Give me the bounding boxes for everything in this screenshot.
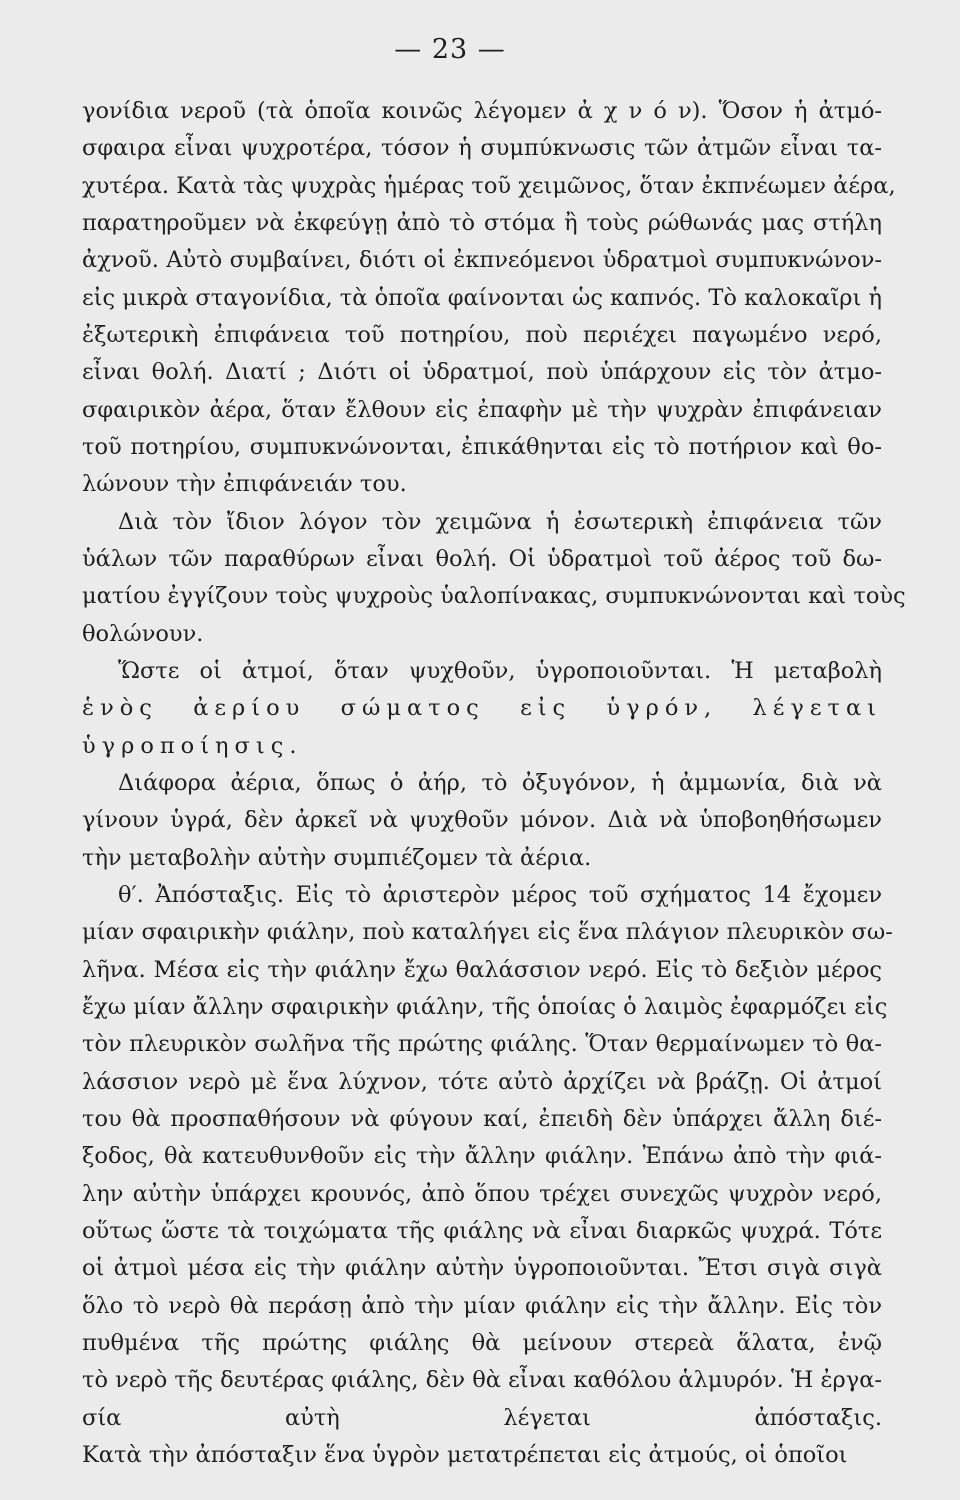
text-line: ἀχνοῦ. Αὐτὸ συμβαίνει, διότι οἱ ἐκπνεόμενοι ὑδρατμοὶ συμπυκνώνον- <box>82 247 882 274</box>
text-line: λην αὐτὴν ὑπάρχει κρουνός, ἀπὸ ὅπου τρέχει συνεχῶς ψυχρὸν νερό, <box>82 1180 882 1207</box>
text-line: χυτέρα. Κατὰ τὰς ψυχρὰς ἡμέρας τοῦ χειμῶνος, ὅταν ἐκπνέωμεν ἀέρα, <box>82 172 896 199</box>
text-line: λῆνα. Μέσα εἰς τὴν φιάλην ἔχω θαλάσσιον νερό. Εἰς τὸ δεξιὸν μέρος <box>82 956 882 983</box>
text-line: θολώνουν. <box>82 620 204 647</box>
text-line: ἔχω μίαν ἄλλην σφαιρικὴν φιάλην, τῆς ὁποίας ὁ λαιμὸς ἐφαρμόζει εἰς <box>82 994 888 1020</box>
text-line: τὸν πλευρικὸν σωλῆνα τῆς πρώτης φιάλης. Ὅταν θερμαίνωμεν τὸ θα- <box>82 1031 882 1058</box>
text-line: του θὰ προσπαθήσουν νὰ φύγουν καί, ἐπειδὴ δὲν ὑπάρχει ἄλλη διέ- <box>82 1106 882 1132</box>
section-heading-line: θ′. Ἀπόσταξις. Εἰς τὸ ἀριστερὸν μέρος τοῦ σχήματος 14 ἔχομεν <box>118 882 882 908</box>
text-line: παρατηροῦμεν νὰ ἐκφεύγῃ ἀπὸ τὸ στόμα ἢ τοὺς ρώθωνάς μας στήλη <box>82 210 882 236</box>
text-line: εἶναι θολή. Διατί ; Διότι οἱ ὑδρατμοί, ποὺ ὑπάρχουν εἰς τὸν ἀτμο- <box>82 359 882 386</box>
text-line: τοῦ ποτηρίου, συμπυκνώνονται, ἐπικάθηνται εἰς τὸ ποτήριον καὶ θο- <box>82 434 882 460</box>
text-line: μίαν σφαιρικὴν φιάλην, ποὺ καταλήγει εἰς ἕνα πλάγιον πλευρικὸν σω- <box>82 919 893 946</box>
text-line: Διὰ τὸν ἴδιον λόγον τὸν χειμῶνα ἡ ἐσωτερικὴ ἐπιφάνεια τῶν <box>118 508 882 535</box>
text-line: Ὥστε οἱ ἀτμοί, ὅταν ψυχθοῦν, ὑγροποιοῦνται. Ἡ μεταβολὴ <box>118 658 882 684</box>
text-line: ματίου ἐγγίζουν τοὺς ψυχροὺς ὑαλοπίνακας, συμπυκνώνονται καὶ τοὺς <box>82 583 906 610</box>
text-line: σφαιρα εἶναι ψυχροτέρα, τόσον ἡ συμπύκνωσις τῶν ἀτμῶν εἶναι τα- <box>82 135 882 162</box>
text-line: τὴν μεταβολὴν αὐτὴν συμπιέζομεν τὰ ἀέρια. <box>82 844 592 871</box>
text-line: ξοδος, θὰ κατευθυνθοῦν εἰς τὴν ἄλλην φιάλην. Ἐπάνω ἀπὸ τὴν φιά- <box>82 1143 882 1170</box>
text-line: ὑάλων τῶν παραθύρων εἶναι θολή. Οἱ ὑδρατμοὶ τοῦ ἀέρος τοῦ δω- <box>82 546 882 572</box>
text-line: ἐξωτερικὴ ἐπιφάνεια τοῦ ποτηρίου, ποὺ περιέχει παγωμένο νερό, <box>82 322 882 348</box>
text-line: σφαιρικὸν ἀέρα, ὅταν ἔλθουν εἰς ἐπαφὴν μὲ τὴν ψυχρὰν ἐπιφάνειαν <box>82 396 882 423</box>
text-line: σία αὐτὴ λέγεται ἀπόσταξις. <box>82 1404 882 1431</box>
page-number: — 23 — <box>394 34 506 65</box>
text-line-emphasis: ὑγροποίησις. <box>82 732 303 759</box>
text-line: γίνουν ὑγρά, δὲν ἀρκεῖ νὰ ψυχθοῦν μόνον. Διὰ νὰ ὑποβοηθήσωμεν <box>82 807 882 834</box>
text-line: εἰς μικρὰ σταγονίδια, τὰ ὁποῖα φαίνονται ὡς καπνός. Τὸ καλοκαῖρι ἡ <box>82 284 882 311</box>
text-line: ὅλο τὸ νερὸ θὰ περάσῃ ἀπὸ τὴν μίαν φιάλην εἰς τὴν ἄλλην. Εἰς τὸν <box>82 1292 882 1319</box>
text-line-emphasis: ἑνὸς ἀερίου σώματος εἰς ὑγρόν, λέγεται <box>82 695 882 722</box>
text-line: πυθμένα τῆς πρώτης φιάλης θὰ μείνουν στερεὰ ἅλατα, ἐνῷ <box>82 1330 882 1356</box>
text-line: Διάφορα ἀέρια, ὅπως ὁ ἀήρ, τὸ ὀξυγόνον, ἡ ἀμμωνία, διὰ νὰ <box>118 770 882 796</box>
text-line: λάσσιον νερὸ μὲ ἕνα λύχνον, τότε αὐτὸ ἀρχίζει νὰ βράζῃ. Οἱ ἀτμοί <box>82 1068 882 1095</box>
text-line: Κατὰ τὴν ἀπόσταξιν ἕνα ὑγρὸν μετατρέπεται εἰς ἀτμούς, οἱ ὁποῖοι <box>82 1442 848 1468</box>
text-line: τὸ νερὸ τῆς δευτέρας φιάλης, δὲν θὰ εἶναι καθόλου ἁλμυρόν. Ἡ ἐργα- <box>82 1367 882 1394</box>
text-line: οἱ ἀτμοὶ μέσα εἰς τὴν φιάλην αὐτὴν ὑγροποιοῦνται. Ἔτσι σιγὰ σιγὰ <box>82 1255 882 1282</box>
text-line: λώνουν τὴν ἐπιφάνειάν του. <box>82 471 407 498</box>
text-line: γονίδια νεροῦ (τὰ ὁποῖα κοινῶς λέγομεν ἀ χ ν ό ν). Ὅσον ἡ ἀτμό- <box>82 98 882 124</box>
text-line: οὕτως ὥστε τὰ τοιχώματα τῆς φιάλης νὰ εἶναι διαρκῶς ψυχρά. Τότε <box>82 1218 882 1244</box>
